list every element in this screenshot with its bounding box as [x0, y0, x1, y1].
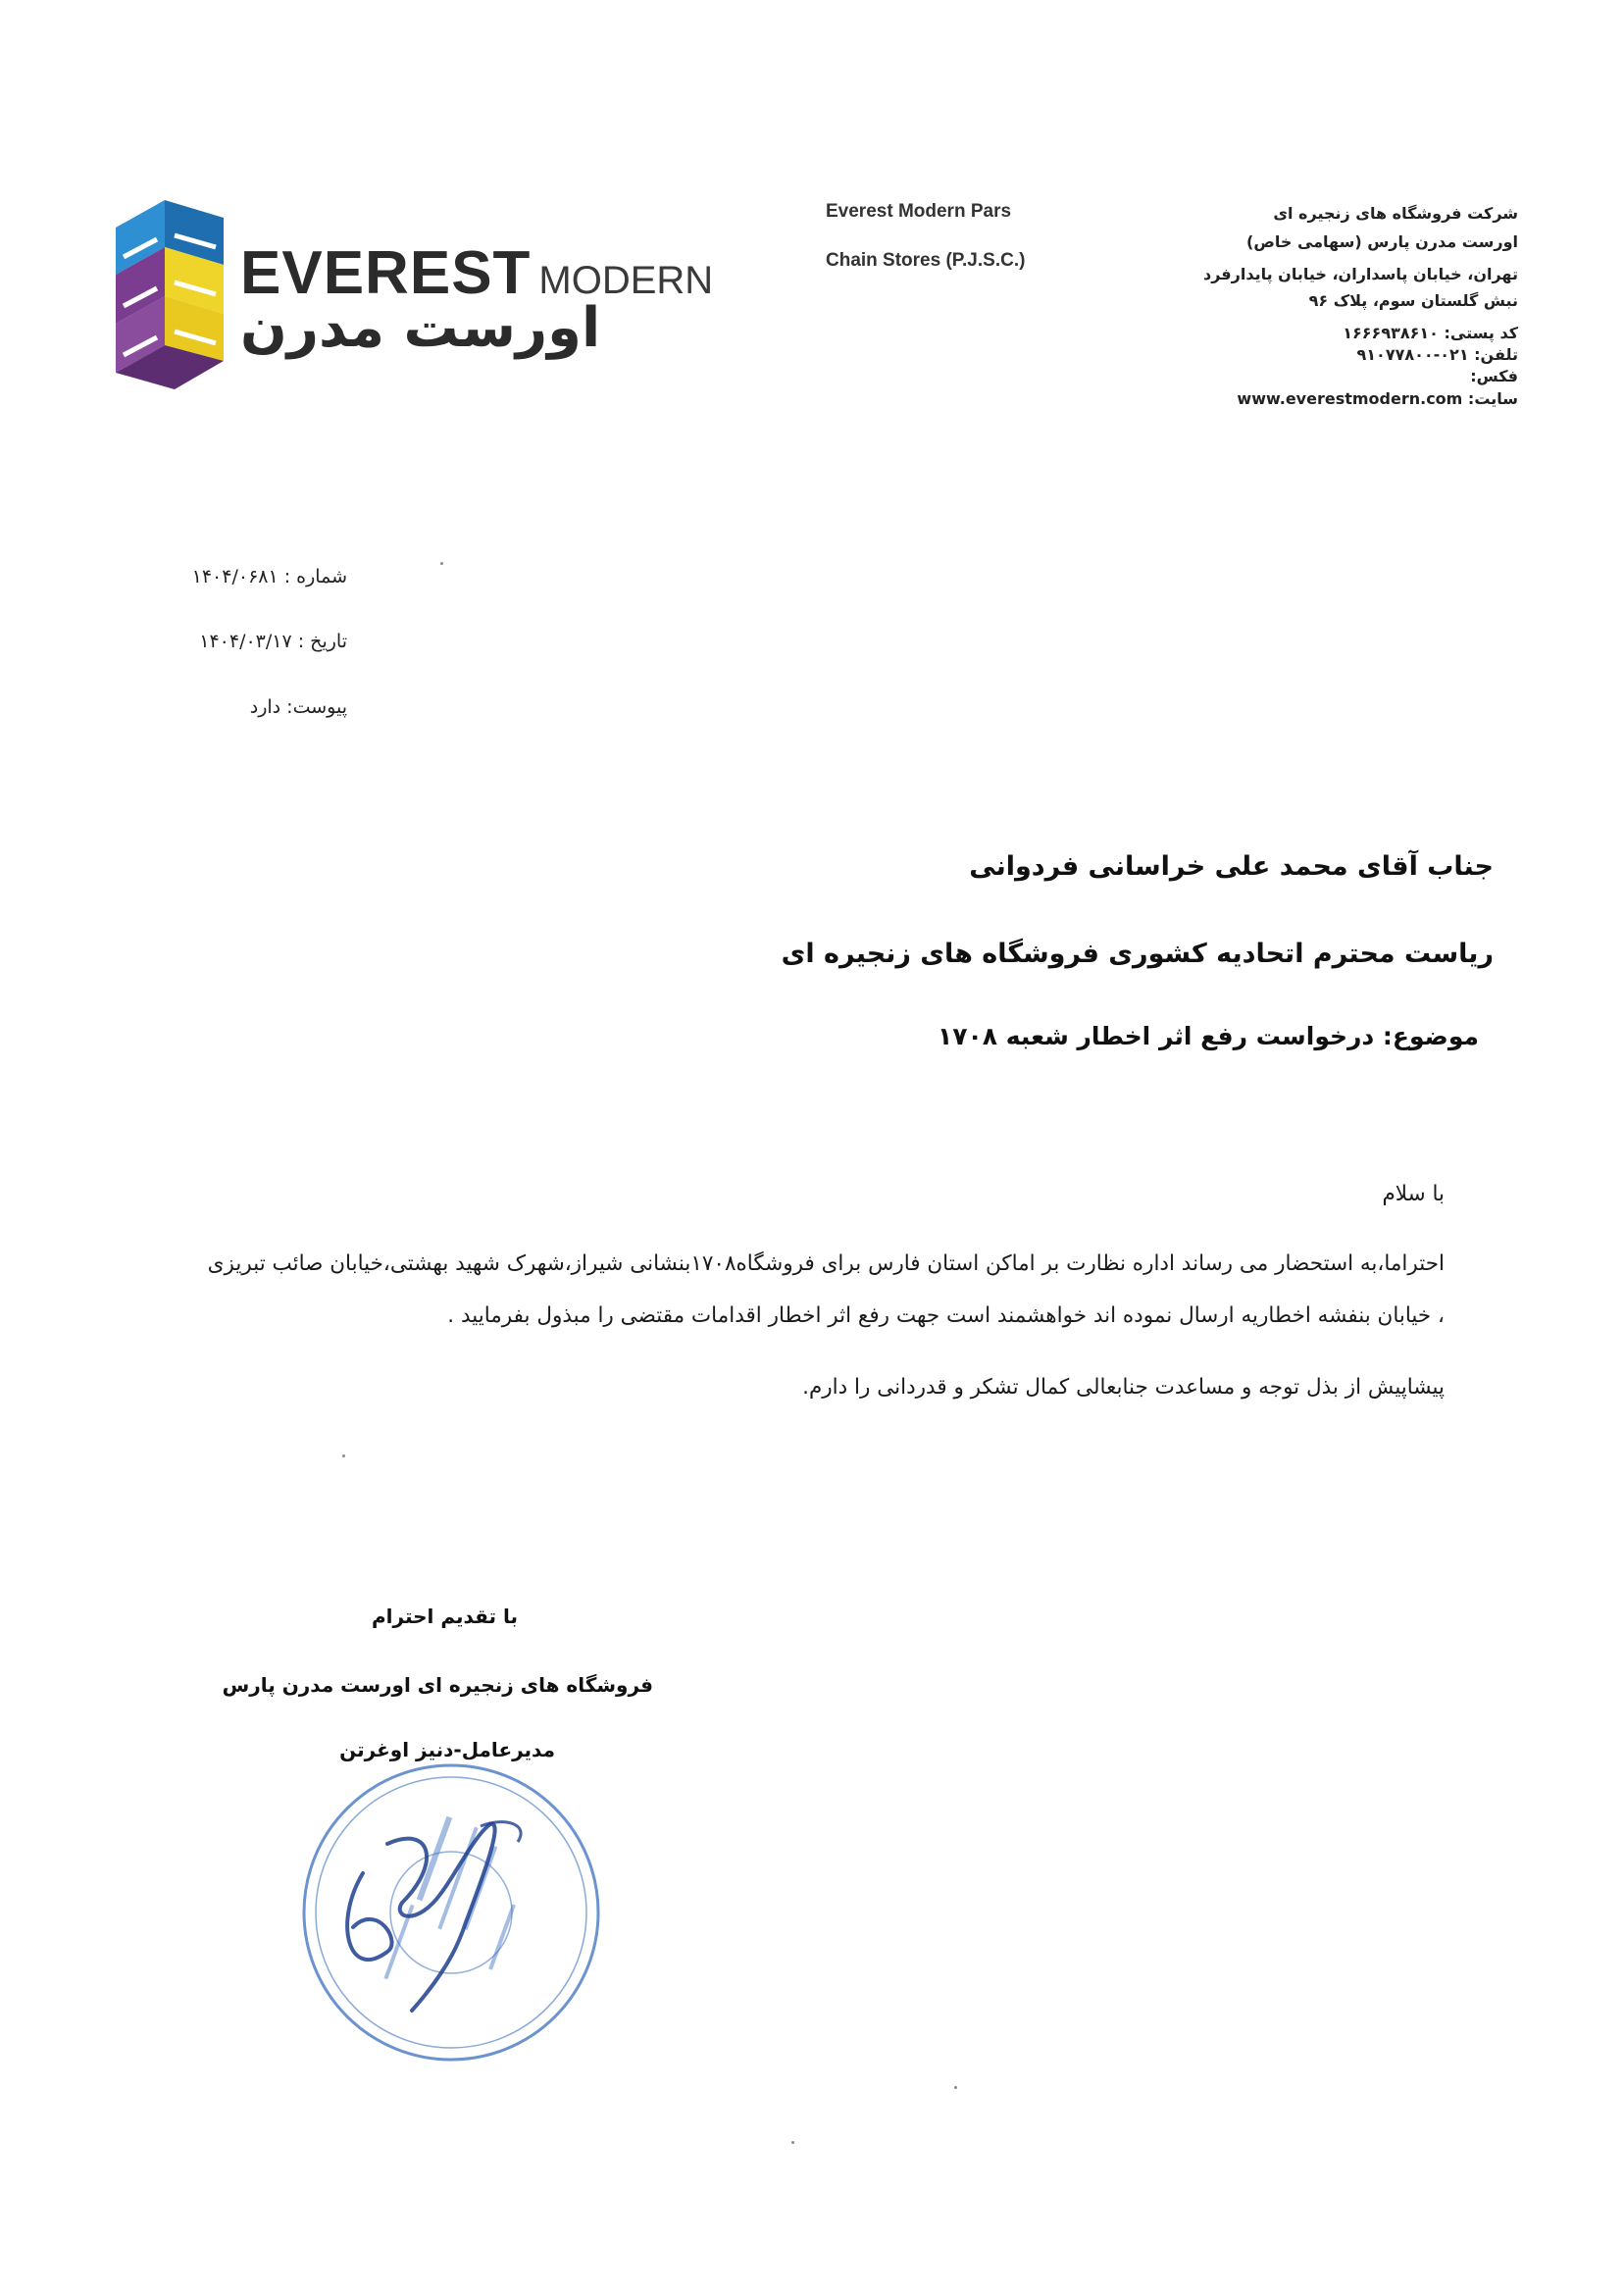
company-website: سایت: www.everestmodern.com — [1237, 389, 1518, 408]
letter-attachment: پیوست: دارد — [249, 696, 347, 718]
closing-text: با تقدیم احترام — [372, 1605, 518, 1628]
scan-speck — [791, 2141, 794, 2144]
company-postal-code: کد پستی: ۱۶۶۶۹۳۸۶۱۰ — [1343, 324, 1518, 342]
scan-speck — [342, 1454, 345, 1457]
recipient-name: جناب آقای محمد علی خراسانی فردوانی — [969, 851, 1494, 882]
company-phone: تلفن: ۰۲۱-۹۱۰۷۷۸۰۰ — [1356, 345, 1518, 364]
scan-speck — [440, 562, 443, 565]
company-fa-name: شرکت فروشگاه های زنجیره ای — [1273, 204, 1518, 223]
company-fa-type: اورست مدرن پارس (سهامی خاص) — [1246, 232, 1518, 251]
company-address-1: تهران، خیابان پاسداران، خیابان پایدارفرد — [1202, 265, 1518, 283]
signer-title: مدیرعامل-دنیز اوغرتن — [339, 1738, 555, 1761]
scan-speck — [954, 2086, 957, 2089]
signature-company: فروشگاه های زنجیره ای اورست مدرن پارس — [222, 1673, 653, 1697]
handwritten-signature — [347, 1824, 494, 2011]
body-line-3: پیشاپیش از بذل توجه و مساعدت جنابعالی کمال تشکر و قدردانی را دارم. — [802, 1375, 1445, 1400]
company-fax: فکس: — [1470, 367, 1518, 385]
recipient-title: ریاست محترم اتحادیه کشوری فروشگاه های زنجیره ای — [781, 939, 1494, 969]
brand-name-fa: اورست مدرن — [240, 296, 601, 360]
company-address-2: نبش گلستان سوم، پلاک ۹۶ — [1308, 291, 1518, 310]
company-stamp-icon — [294, 1756, 608, 2069]
letter-date: تاریخ : ۱۴۰۴/۰۳/۱۷ — [199, 631, 347, 652]
company-en-line-1: Everest Modern Pars — [826, 201, 1012, 222]
company-en-line-2: Chain Stores (P.J.S.C.) — [826, 250, 1026, 271]
brand-name-bold: EVEREST — [240, 239, 532, 307]
body-line-2: ، خیابان بنفشه اخطاریه ارسال نموده اند خواهشمند است جهت رفع اثر اخطار اقدامات مقتضی را مبذول بفرمایید . — [447, 1303, 1445, 1328]
brand-name-light: MODERN — [538, 259, 714, 302]
everest-logo-icon — [106, 188, 233, 394]
greeting: با سلام — [1382, 1182, 1445, 1206]
letter-number: شماره : ۱۴۰۴/۰۶۸۱ — [191, 566, 347, 587]
letter-subject: موضوع: درخواست رفع اثر اخطار شعبه ۱۷۰۸ — [938, 1022, 1479, 1050]
body-line-1: احتراما،به استحضار می رساند اداره نظارت بر اماکن استان فارس برای فروشگاه۱۷۰۸بنشانی شیراز،شهرک شهید بهشتی،خیابان صائب تبریزی — [207, 1251, 1445, 1276]
